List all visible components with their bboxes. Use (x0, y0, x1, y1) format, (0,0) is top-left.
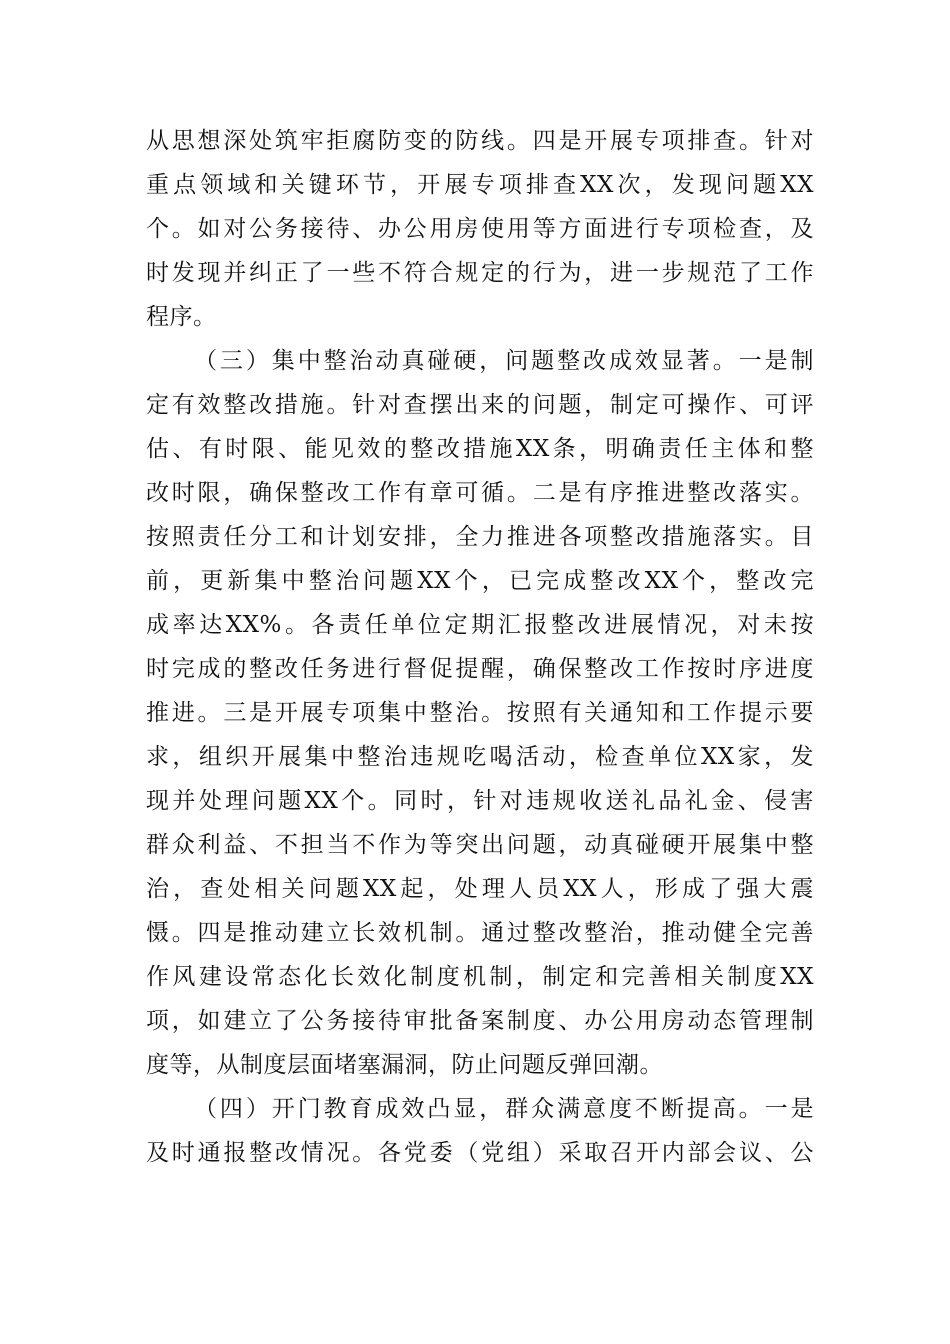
text-line: 个。如对公务接待、办公用房使用等方面进行专项检查，及 (146, 216, 814, 242)
text-line: 慑。四是推动建立长效机制。通过整改整治，推动健全完善 (146, 920, 814, 946)
text-line: 推进。三是开展专项集中整治。按照有关通知和工作提示要 (146, 700, 814, 726)
text-line: 程序。 (146, 304, 217, 330)
text-line: 成率达XX%。各责任单位定期汇报整改进展情况，对未按 (146, 612, 814, 638)
text-line: 及时通报整改情况。各党委（党组）采取召开内部会议、公 (146, 1140, 814, 1166)
text-line: 治，查处相关问题XX起，处理人员XX人，形成了强大震 (146, 876, 814, 902)
text-line: 改时限，确保整改工作有章可循。二是有序推进整改落实。 (146, 480, 814, 506)
text-line: 估、有时限、能见效的整改措施XX条，明确责任主体和整 (146, 436, 814, 462)
text-line: 作风建设常态化长效化制度机制，制定和完善相关制度XX (146, 964, 814, 990)
text-line: 求，组织开展集中整治违规吃喝活动，检查单位XX家，发 (146, 744, 814, 770)
text-line: 按照责任分工和计划安排，全力推进各项整改措施落实。目 (146, 524, 814, 550)
text-line: 项，如建立了公务接待审批备案制度、办公用房动态管理制 (146, 1008, 814, 1034)
text-line: 时完成的整改任务进行督促提醒，确保整改工作按时序进度 (146, 656, 814, 682)
text-line: 重点领域和关键环节，开展专项排查XX次，发现问题XX (146, 172, 814, 198)
section-heading-line: （三）集中整治动真碰硬，问题整改成效显著。一是制 (194, 348, 814, 374)
text-line: 度等，从制度层面堵塞漏洞，防止问题反弹回潮。 (146, 1052, 663, 1078)
text-line: 群众利益、不担当不作为等突出问题，动真碰硬开展集中整 (146, 832, 814, 858)
text-line: 前，更新集中整治问题XX个，已完成整改XX个，整改完 (146, 568, 814, 594)
section-heading-line: （四）开门教育成效凸显，群众满意度不断提高。一是 (194, 1096, 814, 1122)
text-line: 从思想深处筑牢拒腐防变的防线。四是开展专项排查。针对 (146, 128, 814, 154)
text-line: 时发现并纠正了一些不符合规定的行为，进一步规范了工作 (146, 260, 814, 286)
text-line: 定有效整改措施。针对查摆出来的问题，制定可操作、可评 (146, 392, 814, 418)
text-line: 现并处理问题XX个。同时，针对违规收送礼品礼金、侵害 (146, 788, 814, 814)
document-body (146, 119, 814, 1175)
